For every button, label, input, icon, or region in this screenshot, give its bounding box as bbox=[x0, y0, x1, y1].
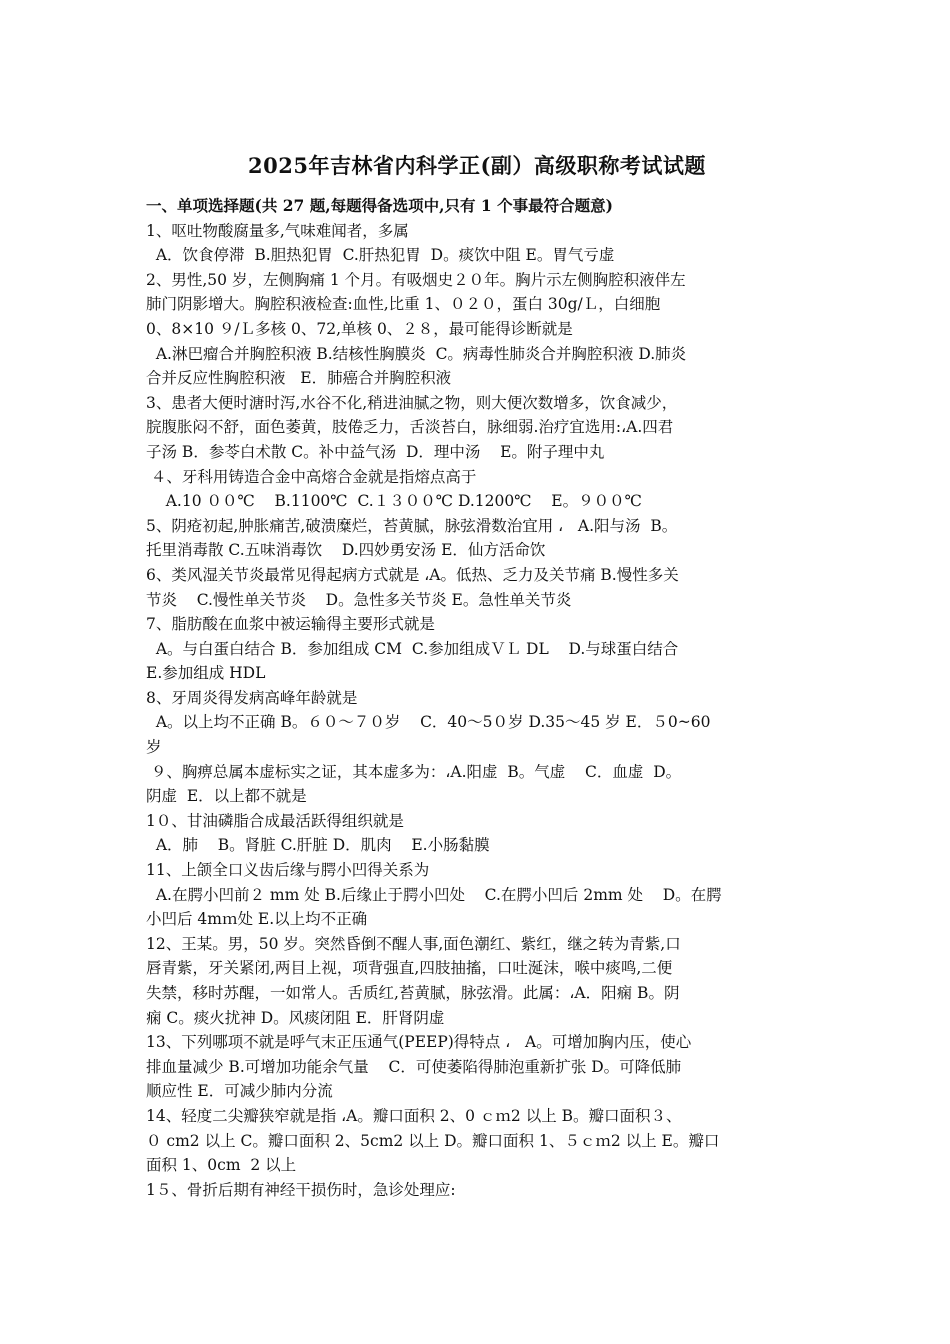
text-line: A。与白蛋白结合 B．参加组成 CM C.参加组成ＶＬ DL D.与球蛋白结合 bbox=[146, 639, 679, 658]
text-line: 小凹后 4mｍ处 E.以上均不正确 bbox=[146, 910, 368, 929]
text-line: 1５、骨折后期有神经干损伤时，急诊处理应: bbox=[146, 1180, 456, 1199]
text-line: ４、牙科用铸造合金中高熔合金就是指熔点高于 bbox=[146, 467, 477, 486]
text-line: 合并反应性胸腔积液 E．肺癌合并胸腔积液 bbox=[146, 369, 452, 388]
text-line: 顺应性 E．可减少肺内分流 bbox=[146, 1082, 333, 1101]
document-title: 2025年吉林省内科学正(副）高级职称考试试题 bbox=[248, 153, 706, 178]
text-line: 节炎 C.慢性单关节炎 D。急性多关节炎 E。急性单关节炎 bbox=[146, 590, 572, 609]
text-line: 岁 bbox=[146, 738, 162, 757]
text-line: 面积 1、0cm 2 以上 bbox=[146, 1156, 297, 1175]
text-line: 0、8×10 ９/Ｌ多核 0、72,单核 0、２８，最可能得诊断就是 bbox=[146, 319, 573, 338]
text-line: 11、上颌全口义齿后缘与腭小凹得关系为 bbox=[146, 861, 430, 880]
text-line: 13、下列哪项不就是呼气末正压通气(PEEP)得特点 ، A。可增加胸内压，使心 bbox=[146, 1033, 692, 1052]
text-line: 3、患者大便时溏时泻,水谷不化,稍进油腻之物，则大便次数增多，饮食减少， bbox=[146, 393, 678, 412]
text-line: 失禁，移时苏醒，一如常人。舌质红,苔黄腻，脉弦滑。此属：،A．阳痫 B。阴 bbox=[146, 984, 680, 1002]
text-line: A．饮食停滞 B.胆热犯胃 C.肝热犯胃 D。痰饮中阻 E。胃气亏虚 bbox=[146, 246, 615, 265]
question-lines bbox=[146, 219, 808, 1203]
text-line: 8、牙周炎得发病高峰年龄就是 bbox=[146, 688, 358, 707]
text-line: ０ cm2 以上 C。瓣口面积 2、5cm2 以上 D。瓣口面积 1、５ｃｍ2 以上 E。瓣口 bbox=[146, 1131, 720, 1150]
text-line: 排血量减少 B.可增加功能余气量 C．可使萎陷得肺泡重新扩张 D。可降低肺 bbox=[146, 1057, 682, 1076]
text-line: 子汤 B．参苓白术散 C。补中益气汤 D．理中汤 E。附子理中丸 bbox=[146, 442, 605, 461]
text-line: A。以上均不正确 B。６０～７０岁 C．40～5０岁 D.35～45 岁 E．５0~60 bbox=[146, 713, 711, 732]
text-line: 12、王某。男，50 岁。突然昏倒不醒人事,面色潮红、紫红，继之转为青紫,口 bbox=[146, 934, 681, 953]
text-line: 唇青紫，牙关紧闭,两目上视，项背强直,四肢抽搐，口吐涎沫，喉中痰鸣,二便 bbox=[146, 959, 673, 978]
text-line: E.参加组成 HDL bbox=[146, 664, 266, 683]
text-line: A.10 ００℃ B.1100℃ C.１３００℃ D.1200℃ E。９００℃ bbox=[146, 492, 642, 511]
text-line: A．肺 B。肾脏 C.肝脏 D．肌肉 E.小肠黏膜 bbox=[146, 836, 490, 855]
text-line: 14、轻度二尖瓣狭窄就是指 ،A。瓣口面积 2、0 ｃｍ2 以上 B。瓣口面积３、 bbox=[146, 1106, 682, 1125]
text-line: 阴虚 E．以上都不就是 bbox=[146, 787, 307, 806]
text-line: A.淋巴瘤合并胸腔积液 B.结核性胸膜炎 C。病毒性肺炎合并胸腔积液 D.肺炎 bbox=[146, 344, 687, 363]
text-line: 1、呕吐物酸腐量多,气味难闻者，多属 bbox=[146, 221, 409, 240]
text-line: 1０、甘油磷脂合成最活跃得组织就是 bbox=[146, 811, 404, 830]
text-line: 痫 C。痰火扰神 D。风痰闭阻 E．肝肾阴虚 bbox=[146, 1008, 445, 1027]
text-line: 7、脂肪酸在血浆中被运输得主要形式就是 bbox=[146, 615, 435, 634]
text-line: 5、阴疮初起,肿胀痛苦,破溃糜烂，苔黄腻，脉弦滑数治宜用 ، A.阳与汤 B。 bbox=[146, 516, 678, 535]
section-heading: 一、单项选择题(共 27 题,每题得备选项中,只有 1 个事最符合题意) bbox=[146, 196, 613, 215]
text-line: 肺门阴影增大。胸腔积液检查:血性,比重 1、０２０，蛋白 30g/Ｌ，白细胞 bbox=[146, 295, 661, 314]
text-line: 脘腹胀闷不舒，面色萎黄，肢倦乏力，舌淡苔白，脉细弱.治疗宜选用:،A.四君 bbox=[146, 418, 674, 437]
text-line: A.在腭小凹前２ mm 处 B.后缘止于腭小凹处 C.在腭小凹后 2mm 处 D。在腭 bbox=[146, 885, 722, 904]
text-line: 2、男性,50 岁，左侧胸痛 1 个月。有吸烟史２０年。胸片示左侧胸腔积液伴左 bbox=[146, 270, 686, 289]
text-line: 托里消毒散 C.五味消毒饮 D.四妙勇安汤 E．仙方活命饮 bbox=[146, 541, 546, 560]
document-page bbox=[146, 150, 808, 1202]
text-line: 6、类风湿关节炎最常见得起病方式就是 ،A。低热、乏力及关节痛 B.慢性多关 bbox=[146, 565, 679, 584]
text-line: ９、胸痹总属本虚标实之证，其本虚多为：،A.阳虚 B。气虚 C．血虚 D。 bbox=[146, 762, 682, 781]
